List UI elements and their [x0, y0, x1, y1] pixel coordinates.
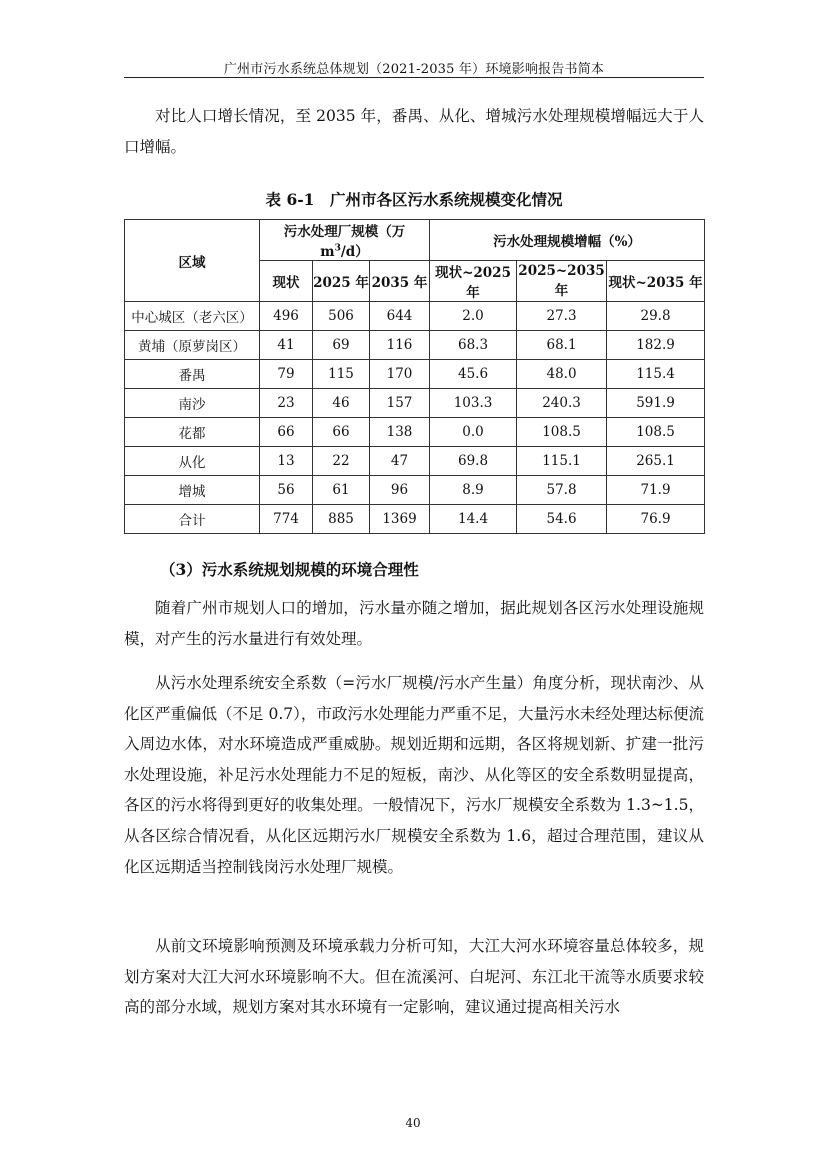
value-cell: 644 — [370, 302, 430, 331]
value-cell: 69 — [313, 331, 370, 360]
value-cell: 41 — [260, 331, 313, 360]
value-cell: 1369 — [370, 505, 430, 534]
value-cell: 8.9 — [430, 476, 517, 505]
table-title: 表 6-1 广州市各区污水系统规模变化情况 — [265, 190, 563, 209]
value-cell: 108.5 — [607, 418, 705, 447]
table-row — [125, 476, 705, 505]
value-cell: 66 — [260, 418, 313, 447]
value-cell: 0.0 — [430, 418, 517, 447]
col-district-header: 区域 — [125, 220, 260, 302]
scale-header-post: /d） — [340, 244, 369, 260]
value-cell: 13 — [260, 447, 313, 476]
value-cell: 182.9 — [607, 331, 705, 360]
value-cell: 46 — [313, 389, 370, 418]
value-cell: 115.4 — [607, 360, 705, 389]
value-cell: 496 — [260, 302, 313, 331]
value-cell: 56 — [260, 476, 313, 505]
table-header-row — [125, 220, 705, 261]
value-cell: 885 — [313, 505, 370, 534]
value-cell: 27.3 — [517, 302, 607, 331]
value-cell: 47 — [370, 447, 430, 476]
value-cell: 265.1 — [607, 447, 705, 476]
value-cell: 61 — [313, 476, 370, 505]
value-cell: 45.6 — [430, 360, 517, 389]
section-paragraph-2: 从污水处理系统安全系数（=污水厂规模/污水产生量）角度分析，现状南沙、从化区严重偏低（不足 0.7），市政污水处理能力严重不足，大量污水未经处理达标便流入周边水体，对水环境造成严重威胁。规划近期和远期，各区将规划新、扩建一批污水处理设施，补足污水处理能力不足的短板，南沙、从化等区的安全系数明显提高，各区的污水将得到更好的收集处理。一般情况下，污水厂规模安全系数为 1.3~1.5，从各区综合情况看，从化区远期污水厂规模安全系数为 1.6，超过合理范围，建议从化区远期适当控制钱岗污水处理厂规模。 — [124, 674, 704, 876]
value-cell: 170 — [370, 360, 430, 389]
page-number: 40 — [405, 1116, 421, 1130]
value-cell: 68.3 — [430, 331, 517, 360]
subheader-cell: 2035 年 — [370, 261, 430, 302]
value-cell: 29.8 — [607, 302, 705, 331]
value-cell: 71.9 — [607, 476, 705, 505]
table-row — [125, 418, 705, 447]
subheader-cell: 现状~2035 年 — [607, 261, 705, 302]
district-cell: 中心城区（老六区） — [125, 302, 260, 331]
section-paragraph-1: 随着广州市规划人口的增加，污水量亦随之增加，据此规划各区污水处理设施规模，对产生的污水量进行有效处理。 — [124, 599, 704, 648]
header-rule — [124, 77, 704, 78]
value-cell: 108.5 — [517, 418, 607, 447]
value-cell: 240.3 — [517, 389, 607, 418]
section-paragraph-3: 从前文环境影响预测及环境承载力分析可知，大江大河水环境容量总体较多，规划方案对大江大河水环境影响不大。但在流溪河、白坭河、东江北干流等水质要求较高的部分水域，规划方案对其水环境有一定影响，建议通过提高相关污水 — [124, 937, 704, 1017]
district-cell: 合计 — [125, 505, 260, 534]
district-cell: 黄埔（原萝岗区） — [125, 331, 260, 360]
subheader-cell: 2025 年 — [313, 261, 370, 302]
value-cell: 79 — [260, 360, 313, 389]
table-row — [125, 302, 705, 331]
table-row — [125, 389, 705, 418]
value-cell: 68.1 — [517, 331, 607, 360]
table-body — [125, 302, 705, 534]
value-cell: 57.8 — [517, 476, 607, 505]
district-cell: 增城 — [125, 476, 260, 505]
value-cell: 96 — [370, 476, 430, 505]
district-cell: 从化 — [125, 447, 260, 476]
subheader-cell: 2025~2035 年 — [517, 261, 607, 302]
district-cell: 南沙 — [125, 389, 260, 418]
value-cell: 591.9 — [607, 389, 705, 418]
table-row — [125, 447, 705, 476]
table-row — [125, 360, 705, 389]
section-title: （3）污水系统规划规模的环境合理性 — [160, 560, 419, 579]
value-cell: 116 — [370, 331, 430, 360]
value-cell: 103.3 — [430, 389, 517, 418]
value-cell: 774 — [260, 505, 313, 534]
intro-paragraph: 对比人口增长情况，至 2035 年，番禺、从化、增城污水处理规模增幅远大于人口增幅。 — [124, 107, 704, 156]
value-cell: 69.8 — [430, 447, 517, 476]
subheader-cell: 现状~2025 年 — [430, 261, 517, 302]
value-cell: 48.0 — [517, 360, 607, 389]
value-cell: 76.9 — [607, 505, 705, 534]
scale-header-pre: 污水处理厂规模（万 m — [283, 224, 406, 260]
table-row — [125, 331, 705, 360]
value-cell: 66 — [313, 418, 370, 447]
data-table — [124, 219, 705, 534]
district-cell: 花都 — [125, 418, 260, 447]
value-cell: 157 — [370, 389, 430, 418]
table-row — [125, 505, 705, 534]
value-cell: 138 — [370, 418, 430, 447]
value-cell: 14.4 — [430, 505, 517, 534]
value-cell: 54.6 — [517, 505, 607, 534]
value-cell: 506 — [313, 302, 370, 331]
subheader-cell: 现状 — [260, 261, 313, 302]
value-cell: 115 — [313, 360, 370, 389]
value-cell: 2.0 — [430, 302, 517, 331]
value-cell: 115.1 — [517, 447, 607, 476]
value-cell: 22 — [313, 447, 370, 476]
page-header: 广州市污水系统总体规划（2021-2035 年）环境影响报告书简本 — [223, 62, 605, 77]
district-cell: 番禺 — [125, 360, 260, 389]
value-cell: 23 — [260, 389, 313, 418]
scale-group-header — [260, 220, 430, 261]
scale-header-sup: 3 — [334, 243, 341, 254]
growth-group-header: 污水处理规模增幅（%） — [430, 220, 705, 261]
